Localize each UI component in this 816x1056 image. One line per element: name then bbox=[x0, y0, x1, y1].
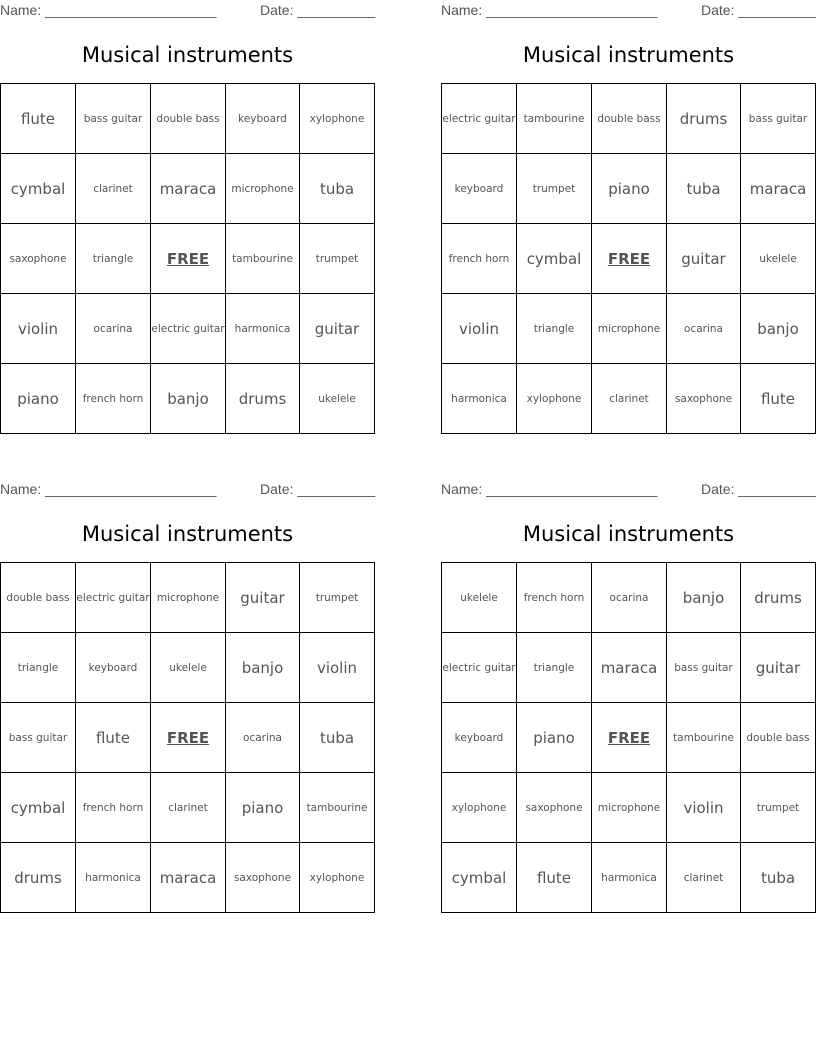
bingo-cell: flute bbox=[76, 703, 151, 773]
bingo-cell: banjo bbox=[667, 563, 741, 633]
bingo-cell: piano bbox=[517, 703, 592, 773]
bingo-cell: harmonica bbox=[76, 843, 151, 913]
bingo-cell: flute bbox=[741, 364, 816, 434]
bingo-cell: tuba bbox=[300, 703, 375, 773]
name-date-line bbox=[441, 2, 816, 20]
bingo-cell: xylophone bbox=[517, 364, 592, 434]
bingo-cell: banjo bbox=[151, 364, 226, 434]
bingo-cell: ocarina bbox=[76, 294, 151, 364]
bingo-cell: xylophone bbox=[300, 84, 375, 154]
bingo-grid bbox=[0, 83, 375, 434]
bingo-cell: triangle bbox=[76, 224, 151, 294]
bingo-cell: ukelele bbox=[741, 224, 816, 294]
bingo-cell: ukelele bbox=[151, 633, 226, 703]
bingo-cell: electric guitar bbox=[151, 294, 226, 364]
bingo-cell: tuba bbox=[667, 154, 741, 224]
bingo-cell: bass guitar bbox=[667, 633, 741, 703]
date-field-label: Date: __________ bbox=[701, 2, 816, 18]
bingo-cell: keyboard bbox=[442, 154, 517, 224]
name-field-label: Name: ______________________ bbox=[0, 481, 217, 497]
bingo-cell: trumpet bbox=[517, 154, 592, 224]
bingo-cell: cymbal bbox=[517, 224, 592, 294]
name-field-label: Name: ______________________ bbox=[0, 2, 217, 18]
name-date-line bbox=[441, 481, 816, 499]
bingo-cell: maraca bbox=[151, 843, 226, 913]
bingo-cell: tambourine bbox=[517, 84, 592, 154]
card-title: Musical instruments bbox=[81, 43, 294, 67]
free-space-cell: FREE bbox=[592, 224, 667, 294]
bingo-cell: xylophone bbox=[442, 773, 517, 843]
date-field-label: Date: __________ bbox=[701, 481, 816, 497]
bingo-cell: bass guitar bbox=[741, 84, 816, 154]
bingo-cell: tambourine bbox=[667, 703, 741, 773]
bingo-cell: cymbal bbox=[1, 773, 76, 843]
free-space-cell: FREE bbox=[592, 703, 667, 773]
bingo-cell: trumpet bbox=[300, 563, 375, 633]
bingo-cell: guitar bbox=[226, 563, 300, 633]
bingo-cell: trumpet bbox=[300, 224, 375, 294]
bingo-grid bbox=[441, 83, 816, 434]
name-date-line bbox=[0, 481, 375, 499]
bingo-cell: piano bbox=[1, 364, 76, 434]
bingo-cell: drums bbox=[1, 843, 76, 913]
bingo-cell: piano bbox=[226, 773, 300, 843]
bingo-cell: tambourine bbox=[226, 224, 300, 294]
bingo-cell: triangle bbox=[517, 294, 592, 364]
bingo-grid bbox=[0, 562, 375, 913]
bingo-cell: electric guitar bbox=[76, 563, 151, 633]
card-title: Musical instruments bbox=[522, 522, 735, 546]
bingo-cell: ocarina bbox=[667, 294, 741, 364]
bingo-cell: microphone bbox=[592, 294, 667, 364]
bingo-cell: violin bbox=[442, 294, 517, 364]
bingo-cell: cymbal bbox=[1, 154, 76, 224]
bingo-cell: french horn bbox=[442, 224, 517, 294]
bingo-cell: triangle bbox=[517, 633, 592, 703]
bingo-cell: saxophone bbox=[226, 843, 300, 913]
bingo-cell: electric guitar bbox=[442, 84, 517, 154]
bingo-cell: violin bbox=[1, 294, 76, 364]
bingo-cell: trumpet bbox=[741, 773, 816, 843]
bingo-cell: clarinet bbox=[151, 773, 226, 843]
bingo-cell: violin bbox=[300, 633, 375, 703]
bingo-cell: keyboard bbox=[442, 703, 517, 773]
bingo-cell: maraca bbox=[151, 154, 226, 224]
bingo-cell: triangle bbox=[1, 633, 76, 703]
bingo-cell: drums bbox=[226, 364, 300, 434]
bingo-cell: microphone bbox=[151, 563, 226, 633]
bingo-cell: drums bbox=[741, 563, 816, 633]
date-field-label: Date: __________ bbox=[260, 481, 376, 497]
bingo-cell: violin bbox=[667, 773, 741, 843]
bingo-grid bbox=[441, 562, 816, 913]
bingo-cell: microphone bbox=[592, 773, 667, 843]
bingo-cell: keyboard bbox=[76, 633, 151, 703]
card-title: Musical instruments bbox=[81, 522, 294, 546]
bingo-cell: tuba bbox=[741, 843, 816, 913]
bingo-cell: maraca bbox=[592, 633, 667, 703]
bingo-cell: bass guitar bbox=[1, 703, 76, 773]
bingo-cell: ukelele bbox=[442, 563, 517, 633]
bingo-cell: drums bbox=[667, 84, 741, 154]
bingo-cell: guitar bbox=[300, 294, 375, 364]
date-field-label: Date: __________ bbox=[260, 2, 376, 18]
free-space-cell: FREE bbox=[151, 703, 226, 773]
bingo-cell: guitar bbox=[667, 224, 741, 294]
bingo-cell: double bass bbox=[1, 563, 76, 633]
bingo-cell: harmonica bbox=[442, 364, 517, 434]
bingo-cell: saxophone bbox=[517, 773, 592, 843]
bingo-cell: keyboard bbox=[226, 84, 300, 154]
name-field-label: Name: ______________________ bbox=[441, 481, 658, 497]
bingo-cell: ocarina bbox=[226, 703, 300, 773]
bingo-cell: maraca bbox=[741, 154, 816, 224]
card-title: Musical instruments bbox=[522, 43, 735, 67]
bingo-cell: bass guitar bbox=[76, 84, 151, 154]
bingo-cell: microphone bbox=[226, 154, 300, 224]
bingo-cell: ukelele bbox=[300, 364, 375, 434]
bingo-cell: xylophone bbox=[300, 843, 375, 913]
bingo-cell: guitar bbox=[741, 633, 816, 703]
bingo-cell: flute bbox=[1, 84, 76, 154]
bingo-card bbox=[0, 479, 375, 913]
bingo-cell: saxophone bbox=[1, 224, 76, 294]
bingo-cell: cymbal bbox=[442, 843, 517, 913]
bingo-cell: banjo bbox=[226, 633, 300, 703]
bingo-cell: clarinet bbox=[76, 154, 151, 224]
bingo-cell: tuba bbox=[300, 154, 375, 224]
name-field-label: Name: ______________________ bbox=[441, 2, 658, 18]
bingo-cell: double bass bbox=[151, 84, 226, 154]
bingo-cell: french horn bbox=[76, 773, 151, 843]
bingo-cell: tambourine bbox=[300, 773, 375, 843]
name-date-line bbox=[0, 2, 375, 20]
bingo-card bbox=[441, 479, 816, 913]
bingo-cell: harmonica bbox=[592, 843, 667, 913]
bingo-cell: piano bbox=[592, 154, 667, 224]
bingo-card bbox=[0, 0, 375, 434]
bingo-cell: double bass bbox=[741, 703, 816, 773]
bingo-cell: clarinet bbox=[592, 364, 667, 434]
bingo-cell: french horn bbox=[517, 563, 592, 633]
bingo-card bbox=[441, 0, 816, 434]
bingo-cell: flute bbox=[517, 843, 592, 913]
bingo-cell: ocarina bbox=[592, 563, 667, 633]
bingo-cell: french horn bbox=[76, 364, 151, 434]
bingo-cell: double bass bbox=[592, 84, 667, 154]
bingo-cell: banjo bbox=[741, 294, 816, 364]
bingo-cell: harmonica bbox=[226, 294, 300, 364]
bingo-cell: saxophone bbox=[667, 364, 741, 434]
bingo-cell: electric guitar bbox=[442, 633, 517, 703]
free-space-cell: FREE bbox=[151, 224, 226, 294]
bingo-cell: clarinet bbox=[667, 843, 741, 913]
